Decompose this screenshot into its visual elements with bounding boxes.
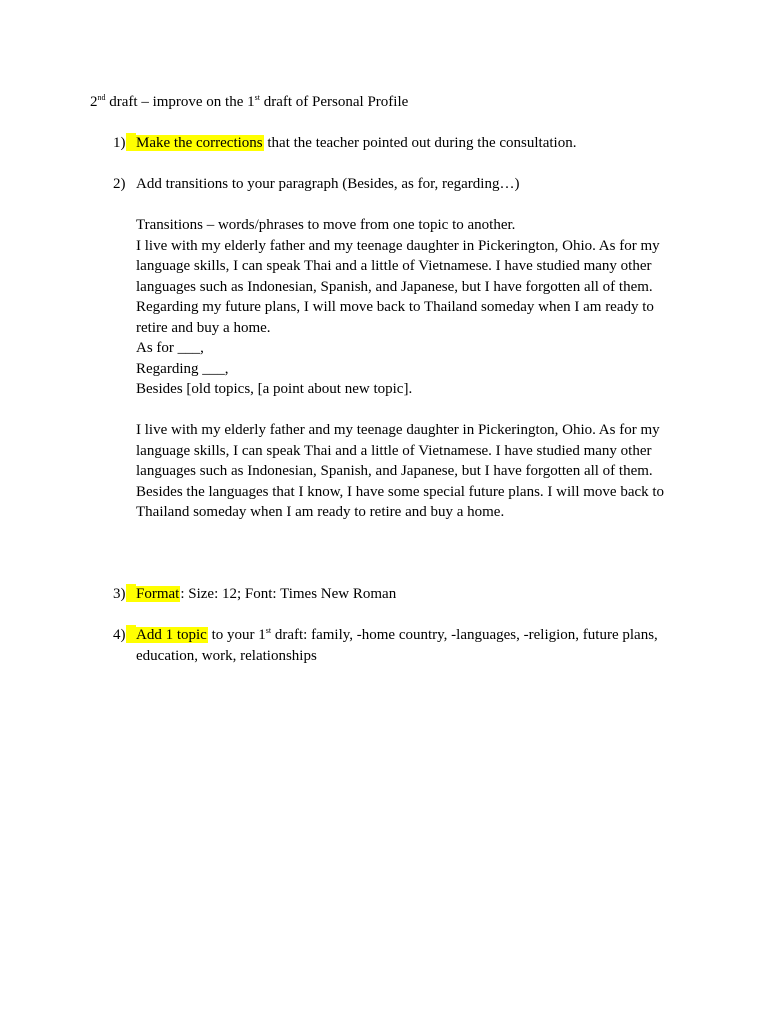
highlight-lead (126, 625, 136, 643)
pattern-as-for: As for ___, (136, 340, 204, 356)
list-item-text-b: draft: family, -home country, -languages, -religion, future plans, education, work, relationships (136, 627, 658, 664)
highlighted-text: Make the corrections (136, 135, 263, 151)
example-paragraph: I live with my elderly father and my teenage daughter in Pickerington, Ohio. As for my language skills, I can speak Thai and a little of Vietnamese. I have studied many other languages such as Indonesian, Spanish, and Japanese, but I have forgotten all of them. Regarding my future plans, I will move back to Thailand someday when I am ready to retire and buy a home. (136, 237, 660, 336)
transitions-definition: Transitions – words/phrases to move from one topic to another. (136, 217, 516, 233)
ordinal-suffix: st (265, 626, 272, 635)
list-item-number: 4) (113, 627, 126, 643)
list-item-1 (113, 133, 673, 154)
title-ordinal-suffix-2: st (254, 93, 260, 102)
list-item-2 (113, 174, 673, 195)
list-item-body (136, 625, 673, 666)
second-example-block (136, 420, 676, 523)
list-item-body (136, 133, 673, 154)
list-item-number: 1) (113, 135, 126, 151)
list-item-body (136, 584, 673, 605)
second-example-paragraph: I live with my elderly father and my teenage daughter in Pickerington, Ohio. As for my language skills, I can speak Thai and a little of Vietnamese. I have studied many other languages such as Indonesian, Spanish, and Japanese, but I have forgotten all of them. Besides the languages that I know, I have some special future plans. I will move back to Thailand someday when I am ready to retire and buy a home. (136, 422, 665, 520)
list-item-text: : Size: 12; Font: Times New Roman (180, 586, 397, 602)
highlight-lead (126, 584, 136, 602)
highlighted-text: Format (136, 586, 180, 602)
list-item-text-a: to your 1 (207, 627, 266, 643)
title-end: draft of Personal Profile (259, 94, 409, 110)
pattern-besides: Besides [old topics, [a point about new topic]. (136, 381, 413, 397)
list-item-text: that the teacher pointed out during the consultation. (263, 135, 577, 151)
list-item-number: 2) (113, 176, 126, 192)
list-item-3 (113, 584, 673, 605)
title-middle: draft – improve on the 1 (105, 94, 255, 110)
list-item-number: 3) (113, 586, 126, 602)
document-title (90, 92, 408, 113)
title-ordinal-suffix: nd (97, 93, 106, 102)
highlight-lead (126, 133, 136, 151)
pattern-regarding: Regarding ___, (136, 360, 229, 377)
list-item-text: Add transitions to your paragraph (Besides, as for, regarding…) (136, 176, 520, 192)
transitions-block (136, 215, 676, 400)
highlighted-text: Add 1 topic (136, 627, 207, 643)
list-item-4 (113, 625, 673, 666)
title-ordinal: 2 (90, 94, 98, 110)
